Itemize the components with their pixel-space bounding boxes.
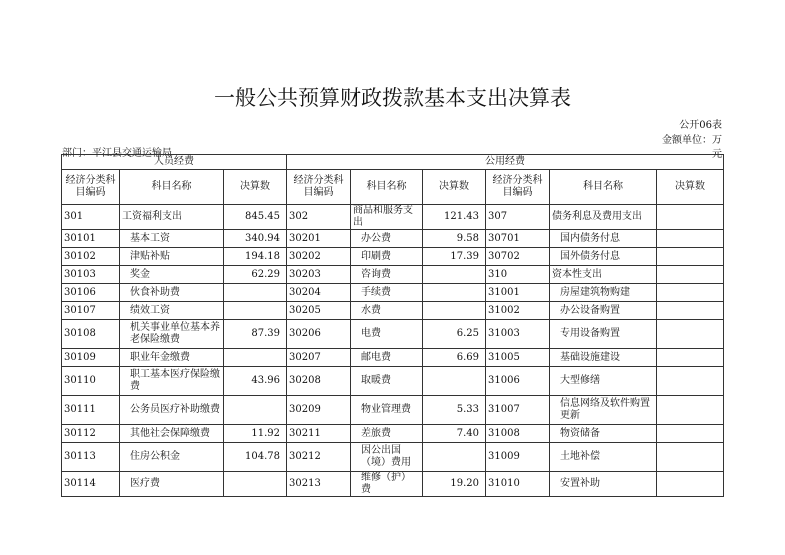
item-name-cell: 房屋建筑物购建 — [550, 284, 657, 302]
code-cell: 31005 — [486, 349, 550, 367]
item-name-cell: 津贴补贴 — [120, 248, 224, 266]
item-name-cell: 邮电费 — [351, 349, 423, 367]
item-name-cell: 土地补偿 — [550, 443, 657, 472]
code-cell: 30204 — [287, 284, 351, 302]
table-row — [62, 230, 724, 248]
code-cell: 31003 — [486, 320, 550, 349]
code-cell: 30206 — [287, 320, 351, 349]
amount-cell — [657, 248, 724, 266]
code-cell: 30213 — [287, 472, 351, 497]
code-cell: 30113 — [62, 443, 120, 472]
amount-cell — [657, 396, 724, 425]
code-cell: 30205 — [287, 302, 351, 320]
item-name-cell: 住房公积金 — [120, 443, 224, 472]
item-name-cell: 基本工资 — [120, 230, 224, 248]
amount-cell: 19.20 — [423, 472, 486, 497]
code-cell: 30102 — [62, 248, 120, 266]
code-cell: 30202 — [287, 248, 351, 266]
col-header-code: 经济分类科目编码 — [62, 170, 120, 205]
amount-cell — [657, 230, 724, 248]
code-cell: 30103 — [62, 266, 120, 284]
amount-cell — [657, 367, 724, 396]
code-cell: 31002 — [486, 302, 550, 320]
item-name-cell: 国内债务付息 — [550, 230, 657, 248]
table-row — [62, 284, 724, 302]
code-cell: 30101 — [62, 230, 120, 248]
code-cell: 31009 — [486, 443, 550, 472]
item-name-cell: 公务员医疗补助缴费 — [120, 396, 224, 425]
table-row — [62, 266, 724, 284]
amount-cell: 87.39 — [224, 320, 287, 349]
item-name-cell: 维修（护）费 — [351, 472, 423, 497]
amount-cell — [423, 367, 486, 396]
amount-cell — [224, 349, 287, 367]
code-cell: 31006 — [486, 367, 550, 396]
amount-cell: 11.92 — [224, 425, 287, 443]
code-cell: 30111 — [62, 396, 120, 425]
item-name-cell: 奖金 — [120, 266, 224, 284]
amount-cell: 194.18 — [224, 248, 287, 266]
amount-cell — [657, 443, 724, 472]
item-name-cell: 机关事业单位基本养老保险缴费 — [120, 320, 224, 349]
table-row — [62, 367, 724, 396]
code-cell: 30208 — [287, 367, 351, 396]
code-cell: 30212 — [287, 443, 351, 472]
item-name-cell: 商品和服务支出 — [351, 205, 423, 230]
amount-cell: 845.45 — [224, 205, 287, 230]
code-cell: 30110 — [62, 367, 120, 396]
table-row — [62, 443, 724, 472]
code-cell: 302 — [287, 205, 351, 230]
code-cell: 31007 — [486, 396, 550, 425]
item-name-cell: 国外债务付息 — [550, 248, 657, 266]
item-name-cell: 职业年金缴费 — [120, 349, 224, 367]
item-name-cell: 伙食补助费 — [120, 284, 224, 302]
item-name-cell: 电费 — [351, 320, 423, 349]
table-row — [62, 425, 724, 443]
table-row — [62, 320, 724, 349]
code-cell: 301 — [62, 205, 120, 230]
code-cell: 30114 — [62, 472, 120, 497]
amount-cell: 9.58 — [423, 230, 486, 248]
item-name-cell: 办公费 — [351, 230, 423, 248]
col-header-name: 科目名称 — [550, 170, 657, 205]
page-title: 一般公共预算财政拨款基本支出决算表 — [214, 86, 571, 110]
table-row — [62, 248, 724, 266]
item-name-cell: 安置补助 — [550, 472, 657, 497]
item-name-cell: 水费 — [351, 302, 423, 320]
amount-unit-label-cont: 元 — [712, 149, 722, 160]
table-row — [62, 396, 724, 425]
amount-cell — [224, 284, 287, 302]
amount-cell: 6.69 — [423, 349, 486, 367]
amount-cell — [423, 284, 486, 302]
code-cell: 30201 — [287, 230, 351, 248]
item-name-cell: 其他社会保障缴费 — [120, 425, 224, 443]
table-row — [62, 349, 724, 367]
item-name-cell: 职工基本医疗保险缴费 — [120, 367, 224, 396]
table-row — [62, 205, 724, 230]
amount-cell: 43.96 — [224, 367, 287, 396]
item-name-cell: 信息网络及软件购置更新 — [550, 396, 657, 425]
item-name-cell: 物业管理费 — [351, 396, 423, 425]
group-header-public: 公用经费 — [287, 155, 724, 170]
table-row — [62, 472, 724, 497]
amount-cell — [224, 472, 287, 497]
amount-cell: 121.43 — [423, 205, 486, 230]
amount-cell — [657, 205, 724, 230]
amount-cell: 6.25 — [423, 320, 486, 349]
col-header-amount: 决算数 — [423, 170, 486, 205]
amount-cell: 104.78 — [224, 443, 287, 472]
item-name-cell: 大型修缮 — [550, 367, 657, 396]
col-header-code: 经济分类科目编码 — [486, 170, 550, 205]
code-cell: 30108 — [62, 320, 120, 349]
code-cell: 30107 — [62, 302, 120, 320]
amount-cell — [423, 443, 486, 472]
amount-cell — [224, 396, 287, 425]
item-name-cell: 债务利息及费用支出 — [550, 205, 657, 230]
item-name-cell: 资本性支出 — [550, 266, 657, 284]
code-cell: 30702 — [486, 248, 550, 266]
col-header-amount: 决算数 — [224, 170, 287, 205]
item-name-cell: 绩效工资 — [120, 302, 224, 320]
amount-cell — [657, 425, 724, 443]
amount-cell: 7.40 — [423, 425, 486, 443]
expenditure-table — [61, 154, 724, 497]
amount-cell — [657, 349, 724, 367]
code-cell: 30211 — [287, 425, 351, 443]
amount-cell: 5.33 — [423, 396, 486, 425]
amount-cell — [657, 266, 724, 284]
col-header-code: 经济分类科目编码 — [287, 170, 351, 205]
code-cell: 30203 — [287, 266, 351, 284]
department-label: 部门：平江县交通运输局 — [62, 148, 172, 159]
item-name-cell: 专用设备购置 — [550, 320, 657, 349]
code-cell: 310 — [486, 266, 550, 284]
code-cell: 30701 — [486, 230, 550, 248]
item-name-cell: 办公设备购置 — [550, 302, 657, 320]
code-cell: 30112 — [62, 425, 120, 443]
amount-cell — [423, 302, 486, 320]
amount-cell: 62.29 — [224, 266, 287, 284]
code-cell: 30207 — [287, 349, 351, 367]
item-name-cell: 取暖费 — [351, 367, 423, 396]
item-name-cell: 因公出国（境）费用 — [351, 443, 423, 472]
group-header-personnel: 人员经费 — [62, 155, 287, 170]
code-cell: 31001 — [486, 284, 550, 302]
form-number: 公开06表 — [679, 120, 722, 131]
item-name-cell: 工资福利支出 — [120, 205, 224, 230]
amount-cell — [657, 320, 724, 349]
col-header-name: 科目名称 — [120, 170, 224, 205]
code-cell: 30106 — [62, 284, 120, 302]
item-name-cell: 手续费 — [351, 284, 423, 302]
item-name-cell: 咨询费 — [351, 266, 423, 284]
amount-cell — [423, 266, 486, 284]
amount-cell — [657, 284, 724, 302]
item-name-cell: 差旅费 — [351, 425, 423, 443]
code-cell: 31010 — [486, 472, 550, 497]
table-row — [62, 302, 724, 320]
code-cell: 30209 — [287, 396, 351, 425]
col-header-amount: 决算数 — [657, 170, 724, 205]
item-name-cell: 基础设施建设 — [550, 349, 657, 367]
col-header-name: 科目名称 — [351, 170, 423, 205]
amount-cell — [224, 302, 287, 320]
amount-cell: 340.94 — [224, 230, 287, 248]
amount-cell: 17.39 — [423, 248, 486, 266]
item-name-cell: 印刷费 — [351, 248, 423, 266]
code-cell: 307 — [486, 205, 550, 230]
code-cell: 30109 — [62, 349, 120, 367]
code-cell: 31008 — [486, 425, 550, 443]
item-name-cell: 物资储备 — [550, 425, 657, 443]
item-name-cell: 医疗费 — [120, 472, 224, 497]
amount-unit-label: 金额单位：万 — [662, 135, 722, 146]
amount-cell — [657, 302, 724, 320]
amount-cell — [657, 472, 724, 497]
